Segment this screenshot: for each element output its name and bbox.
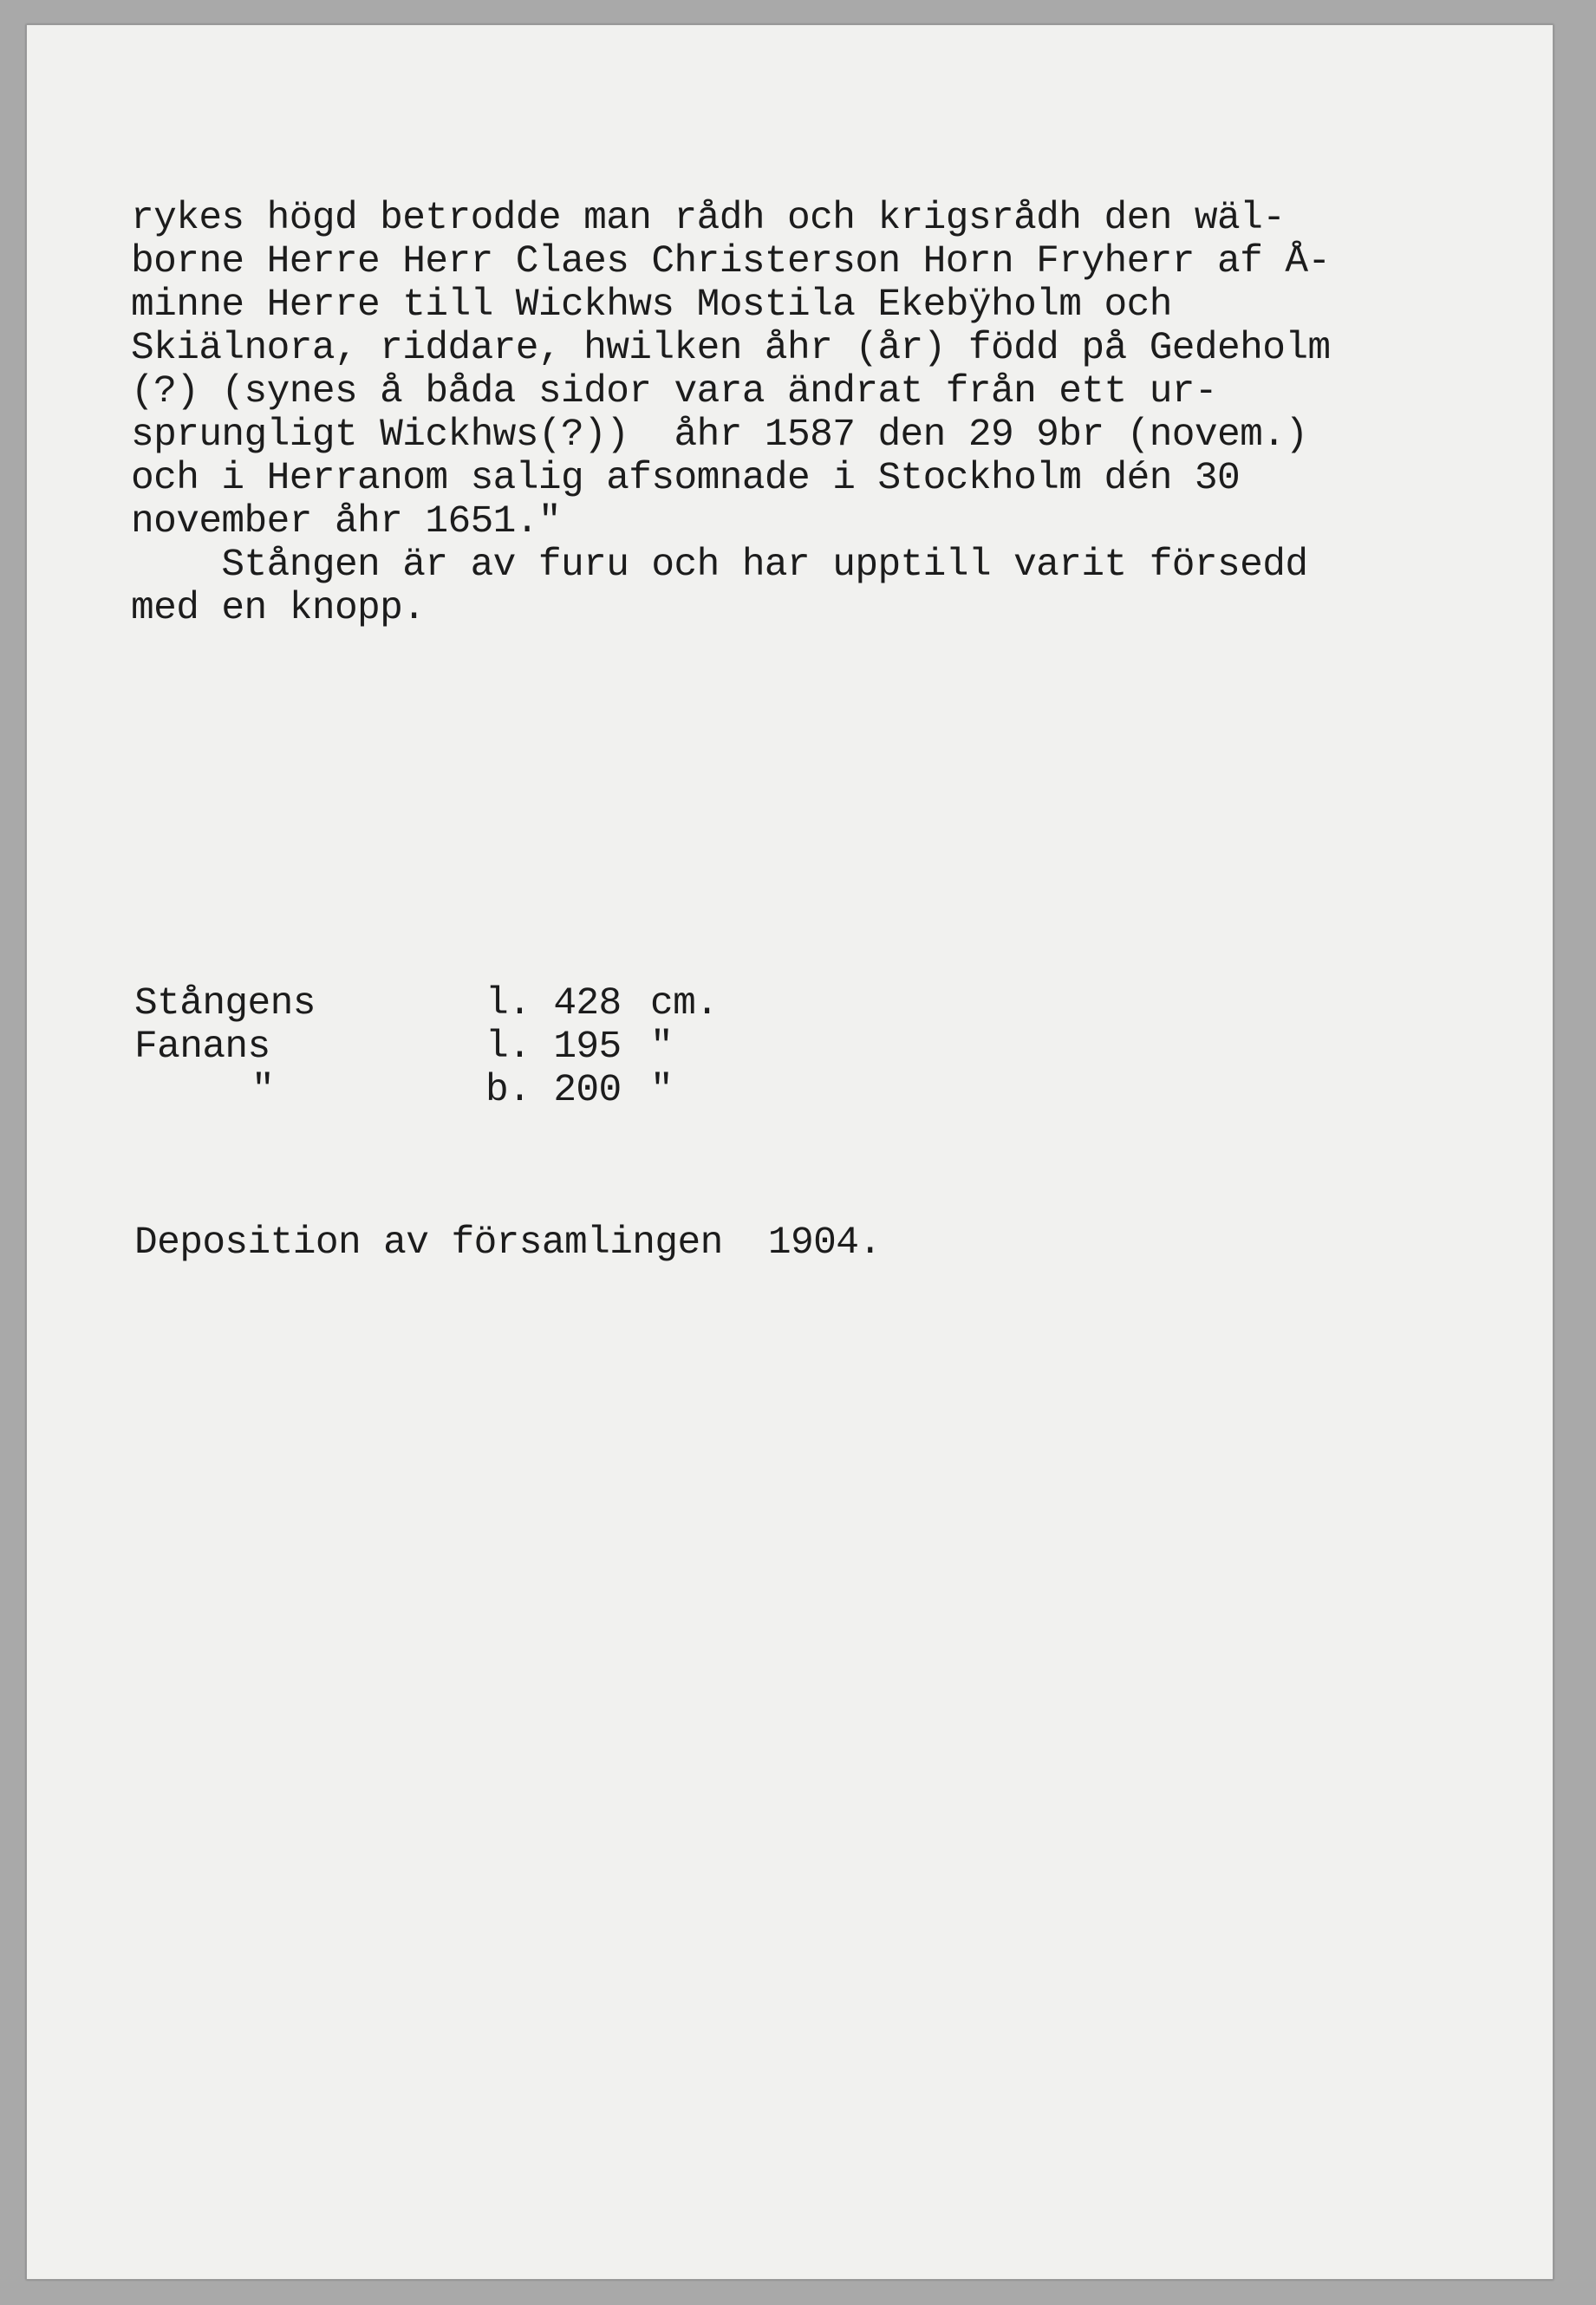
paragraph-line: november åhr 1651." xyxy=(131,500,561,544)
paragraph-line: (?) (synes å båda sidor vara ändrat från ett ur- xyxy=(131,370,1218,413)
paragraph-line: borne Herre Herr Claes Christerson Horn Fryherr af Å- xyxy=(131,240,1331,283)
paragraph-line: minne Herre till Wickhws Mostila Ekebÿholm och xyxy=(131,283,1172,327)
measurement-value xyxy=(485,1069,650,1112)
measurement-unit: cm. xyxy=(650,982,719,1026)
measurement-number: 200 xyxy=(553,1069,622,1112)
measurement-unit: " xyxy=(650,1069,674,1112)
measurement-row xyxy=(134,982,754,1026)
measurements-table xyxy=(134,982,754,1112)
measurement-label: Fanans xyxy=(134,1026,270,1069)
paragraph-line: sprungligt Wickhws(?)) åhr 1587 den 29 9br (novem.) xyxy=(131,413,1308,457)
paragraph-line: och i Herranom salig afsomnade i Stockholm dén 30 xyxy=(131,457,1241,500)
measurement-number: 195 xyxy=(553,1026,622,1069)
paragraph-line: med en knopp. xyxy=(131,587,426,630)
measurement-dim: l. xyxy=(485,982,531,1026)
measurement-label: " xyxy=(251,1069,275,1112)
archive-card xyxy=(26,24,1554,2280)
measurement-row xyxy=(134,1069,754,1112)
measurement-value xyxy=(485,1026,650,1069)
measurement-dim: b. xyxy=(485,1069,531,1112)
paragraph-line: Stången är av furu och har upptill varit försedd xyxy=(131,544,1308,587)
measurement-unit: " xyxy=(650,1026,674,1069)
measurement-number: 428 xyxy=(553,982,622,1026)
measurement-label: Stångens xyxy=(134,982,316,1026)
measurement-value xyxy=(485,982,650,1026)
measurement-row xyxy=(134,1026,754,1069)
measurement-dim: l. xyxy=(485,1026,531,1069)
paragraph-line: Skiälnora, riddare, hwilken åhr (år) född på Gedeholm xyxy=(131,327,1331,370)
deposition-note: Deposition av församlingen 1904. xyxy=(134,1221,882,1265)
paragraph-line: rykes högd betrodde man rådh och krigsrådh den wäl- xyxy=(131,197,1286,240)
